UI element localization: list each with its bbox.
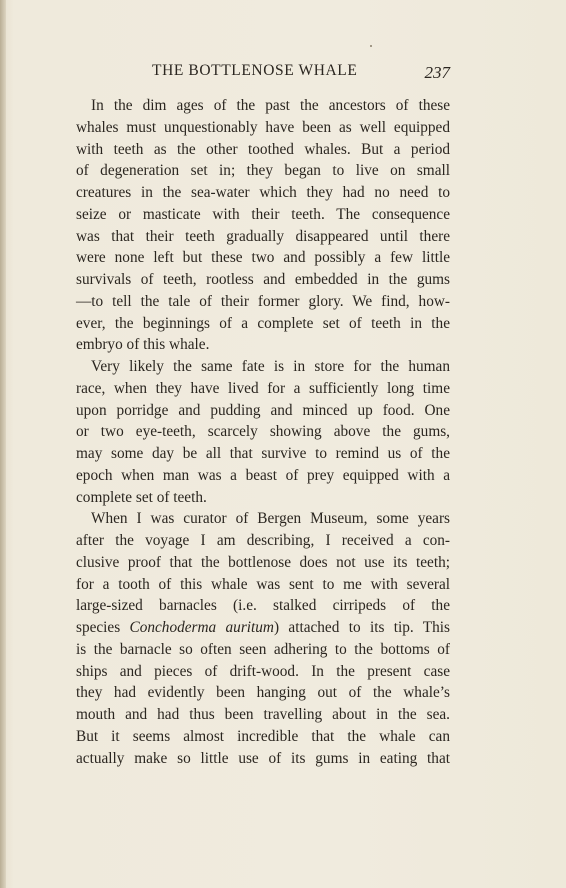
text-fragment: species bbox=[76, 619, 130, 636]
text-line: survivals of teeth, rootless and embedded in the gums bbox=[76, 271, 450, 288]
text-line: seize or masticate with their teeth. The consequence bbox=[76, 205, 450, 223]
text-line: actually make so little use of its gums in eating that bbox=[76, 749, 450, 767]
text-fragment: ) attached to its tip. This bbox=[273, 619, 450, 636]
running-head bbox=[76, 62, 450, 84]
text-line: epoch when man was a beast of prey equipped with a bbox=[76, 466, 450, 484]
text-line: Very likely the same fate is in store for the human bbox=[91, 358, 450, 375]
text-line: clusive proof that the bottlenose does not use its teeth; bbox=[76, 553, 450, 571]
page-number: 237 bbox=[424, 63, 450, 82]
text-line: whales must unquestionably have been as well equipped bbox=[76, 118, 450, 136]
text-line: may some day be all that survive to remind us of the bbox=[76, 445, 450, 462]
text-line: is the barnacle so often seen adhering to the bottoms of bbox=[76, 640, 450, 658]
text-line: with teeth as the other toothed whales. But a period bbox=[76, 140, 450, 158]
text-line bbox=[76, 617, 450, 639]
text-line: In the dim ages of the past the ancestors of these bbox=[91, 97, 450, 114]
text-line: was that their teeth gradually disappeared until there bbox=[76, 227, 450, 245]
text-line: When I was curator of Bergen Museum, some years bbox=[91, 510, 450, 528]
text-line: ever, the beginnings of a complete set of teeth in the bbox=[76, 314, 450, 332]
running-head-title: THE BOTTLENOSE WHALE bbox=[152, 62, 358, 79]
paper-speck bbox=[370, 45, 372, 47]
text-line: upon porridge and pudding and minced up food. One bbox=[76, 401, 450, 419]
paragraph bbox=[76, 508, 450, 769]
text-line: they had evidently been hanging out of the whale’s bbox=[76, 684, 450, 702]
text-line: mouth and had thus been travelling about in the sea. bbox=[76, 706, 450, 723]
text-line: ships and pieces of drift-wood. In the present case bbox=[76, 662, 450, 680]
page-binding-edge bbox=[0, 0, 6, 888]
paragraph bbox=[76, 356, 450, 508]
text-line: large-sized barnacles (i.e. stalked cirripeds of the bbox=[76, 597, 450, 615]
text-line: creatures in the sea-water which they had no need to bbox=[76, 184, 450, 201]
text-line: for a tooth of this whale was sent to me with several bbox=[76, 575, 450, 593]
text-line: were none left but these two and possibly a few little bbox=[76, 249, 450, 267]
paragraph bbox=[76, 95, 450, 356]
text-line: embryo of this whale. bbox=[76, 336, 210, 354]
text-line: after the voyage I am describing, I received a con- bbox=[76, 532, 450, 549]
text-line: or two eye-teeth, scarcely showing above the gums, bbox=[76, 423, 450, 441]
text-line: race, when they have lived for a sufficiently long time bbox=[76, 379, 450, 397]
text-line: of degeneration set in; they began to live on small bbox=[76, 162, 450, 180]
text-line: —to tell the tale of their former glory. We find, how- bbox=[76, 292, 450, 310]
text-line: complete set of teeth. bbox=[76, 488, 207, 506]
text-line: But it seems almost incredible that the whale can bbox=[76, 727, 450, 745]
species-name: Conchoderma auritum bbox=[129, 619, 274, 636]
body-text bbox=[76, 95, 450, 769]
